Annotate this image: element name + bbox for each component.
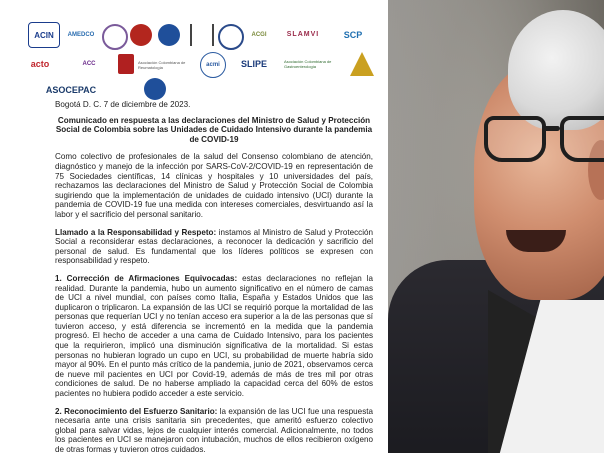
logo-reumatologia: Asociación Colombiana de Reumatología xyxy=(138,60,186,70)
glasses-lens-right xyxy=(560,116,604,162)
logo-slipe: SLIPE xyxy=(240,59,267,69)
logo-asocepac: ASOCEPAC xyxy=(45,85,97,95)
logo-society-7 xyxy=(218,24,244,50)
paragraph-text: instamos al Ministro de Salud y Protección Social a reconsiderar estas declaraciones, a reconocer la dedicación y sacrificio del personal de salud. Es fundamental que los líderes políticos se expresen con responsabilidad y respeto. xyxy=(55,227,374,266)
intro-paragraph: Como colectivo de profesionales de la salud del Consenso colombiano de atención, diagnóstico y manejo de la infección por SARS-CoV-2/COVID-19 en representación de 75 Sociedades científicas, 14 clínicas y hospitales y 10 universidades del país, rechazamos las declaraciones del Ministro de Salud y Protección Social de Colombia sugiriendo que la implementación de unidades de cuidado intensivo (UCI) durante la pandemia de COVID-19 fue una medida con intereses comerciales, desvirtuando así la labor y el sacrificio del personal sanitario. xyxy=(55,152,373,219)
document-body xyxy=(55,100,373,453)
logo-society-4 xyxy=(130,24,152,46)
paragraph-correction xyxy=(55,274,373,399)
paragraph-heading: 2. Reconocimiento del Esfuerzo Sanitario: xyxy=(55,406,218,416)
logo-society-6 xyxy=(190,24,214,46)
logo-acgi: ACGI xyxy=(251,32,267,38)
logo-acin: ACIN xyxy=(28,22,60,48)
paragraph-recognition xyxy=(55,407,373,453)
paragraph-heading: Llamado a la Responsabilidad y Respeto: xyxy=(55,227,217,237)
logo-scp: SCP xyxy=(343,30,363,40)
logo-society-5 xyxy=(158,24,180,46)
paragraph-responsibility xyxy=(55,228,373,266)
logo-society-18 xyxy=(350,52,374,76)
logo-slamvi: SLAMVI xyxy=(286,30,320,38)
logo-strip xyxy=(18,20,378,100)
logo-acmi: acmi xyxy=(200,52,226,78)
logo-gastroenterologia: Asociación Colombiana de Gastroenterología xyxy=(284,59,332,69)
glasses-lens-left xyxy=(484,116,546,162)
logo-acto: acto xyxy=(30,59,50,69)
document-title: Comunicado en respuesta a las declaraciones del Ministro de Salud y Protección Social de Colombia sobre las Unidades de Cuidado Intensivo durante la pandemia de COVID-19 xyxy=(55,115,373,144)
logo-amedco: AMEDCO xyxy=(67,32,95,38)
document-date: Bogotá D. C. 7 de diciembre de 2023. xyxy=(55,100,191,109)
logo-society-20 xyxy=(144,78,166,100)
portrait-photo xyxy=(388,0,604,453)
paragraph-text: estas declaraciones no reflejan la realidad. Durante la pandemia, hubo un aumento significativo en el número de camas de UCI a nivel mundial, con países como Italia, España y Estados Unidos que las duplicaron o triplicaron. La expansión de las UCI se requirió porque la mortalidad de las personas que requerían UCI y no tenían acceso era superior a la de las personas que sí tuvieron acceso, y está diferencia se incrementó en la medida que la pandemia progresó. El hecho de acceder a una cama de Cuidado Intensivo, para los pacientes que la requirieron, implicó una disminución significativa de la mortalidad. Si estas personas no hubieran logrado un cupo en UCI, su probabilidad de muerte habría sido mayor al 90%. En el punto más crítico de la pandemia, junio de 2021, observamos cerca de nueve mil pacientes en UCI por Covid-19, además de más de tres mil por otras condiciones de salud. De no haberse ampliado la capacidad cerca del 60% de estos pacientes no hubiera podido acceder a este servicio. xyxy=(55,273,373,399)
logo-acc: ACC xyxy=(82,61,96,67)
paragraph-text: la expansión de las UCI fue una respuesta necesaria ante una crisis sanitaria sin precedentes, que ameritó esfuerzo colectivo global para salvar vidas, lejos de cualquier interés comercial. Adicionalmente, no todos los pacientes en UCI se manejaron con intubación, muchos de ellos recibieron oxígeno de otras formas y tuvieron otros cuidados. xyxy=(55,406,373,453)
logo-society-3 xyxy=(102,24,128,50)
glasses-icon xyxy=(484,110,604,170)
paragraph-heading: 1. Corrección de Afirmaciones Equivocadas: xyxy=(55,273,238,283)
glasses-bridge xyxy=(542,126,560,131)
logo-society-13 xyxy=(118,54,134,74)
